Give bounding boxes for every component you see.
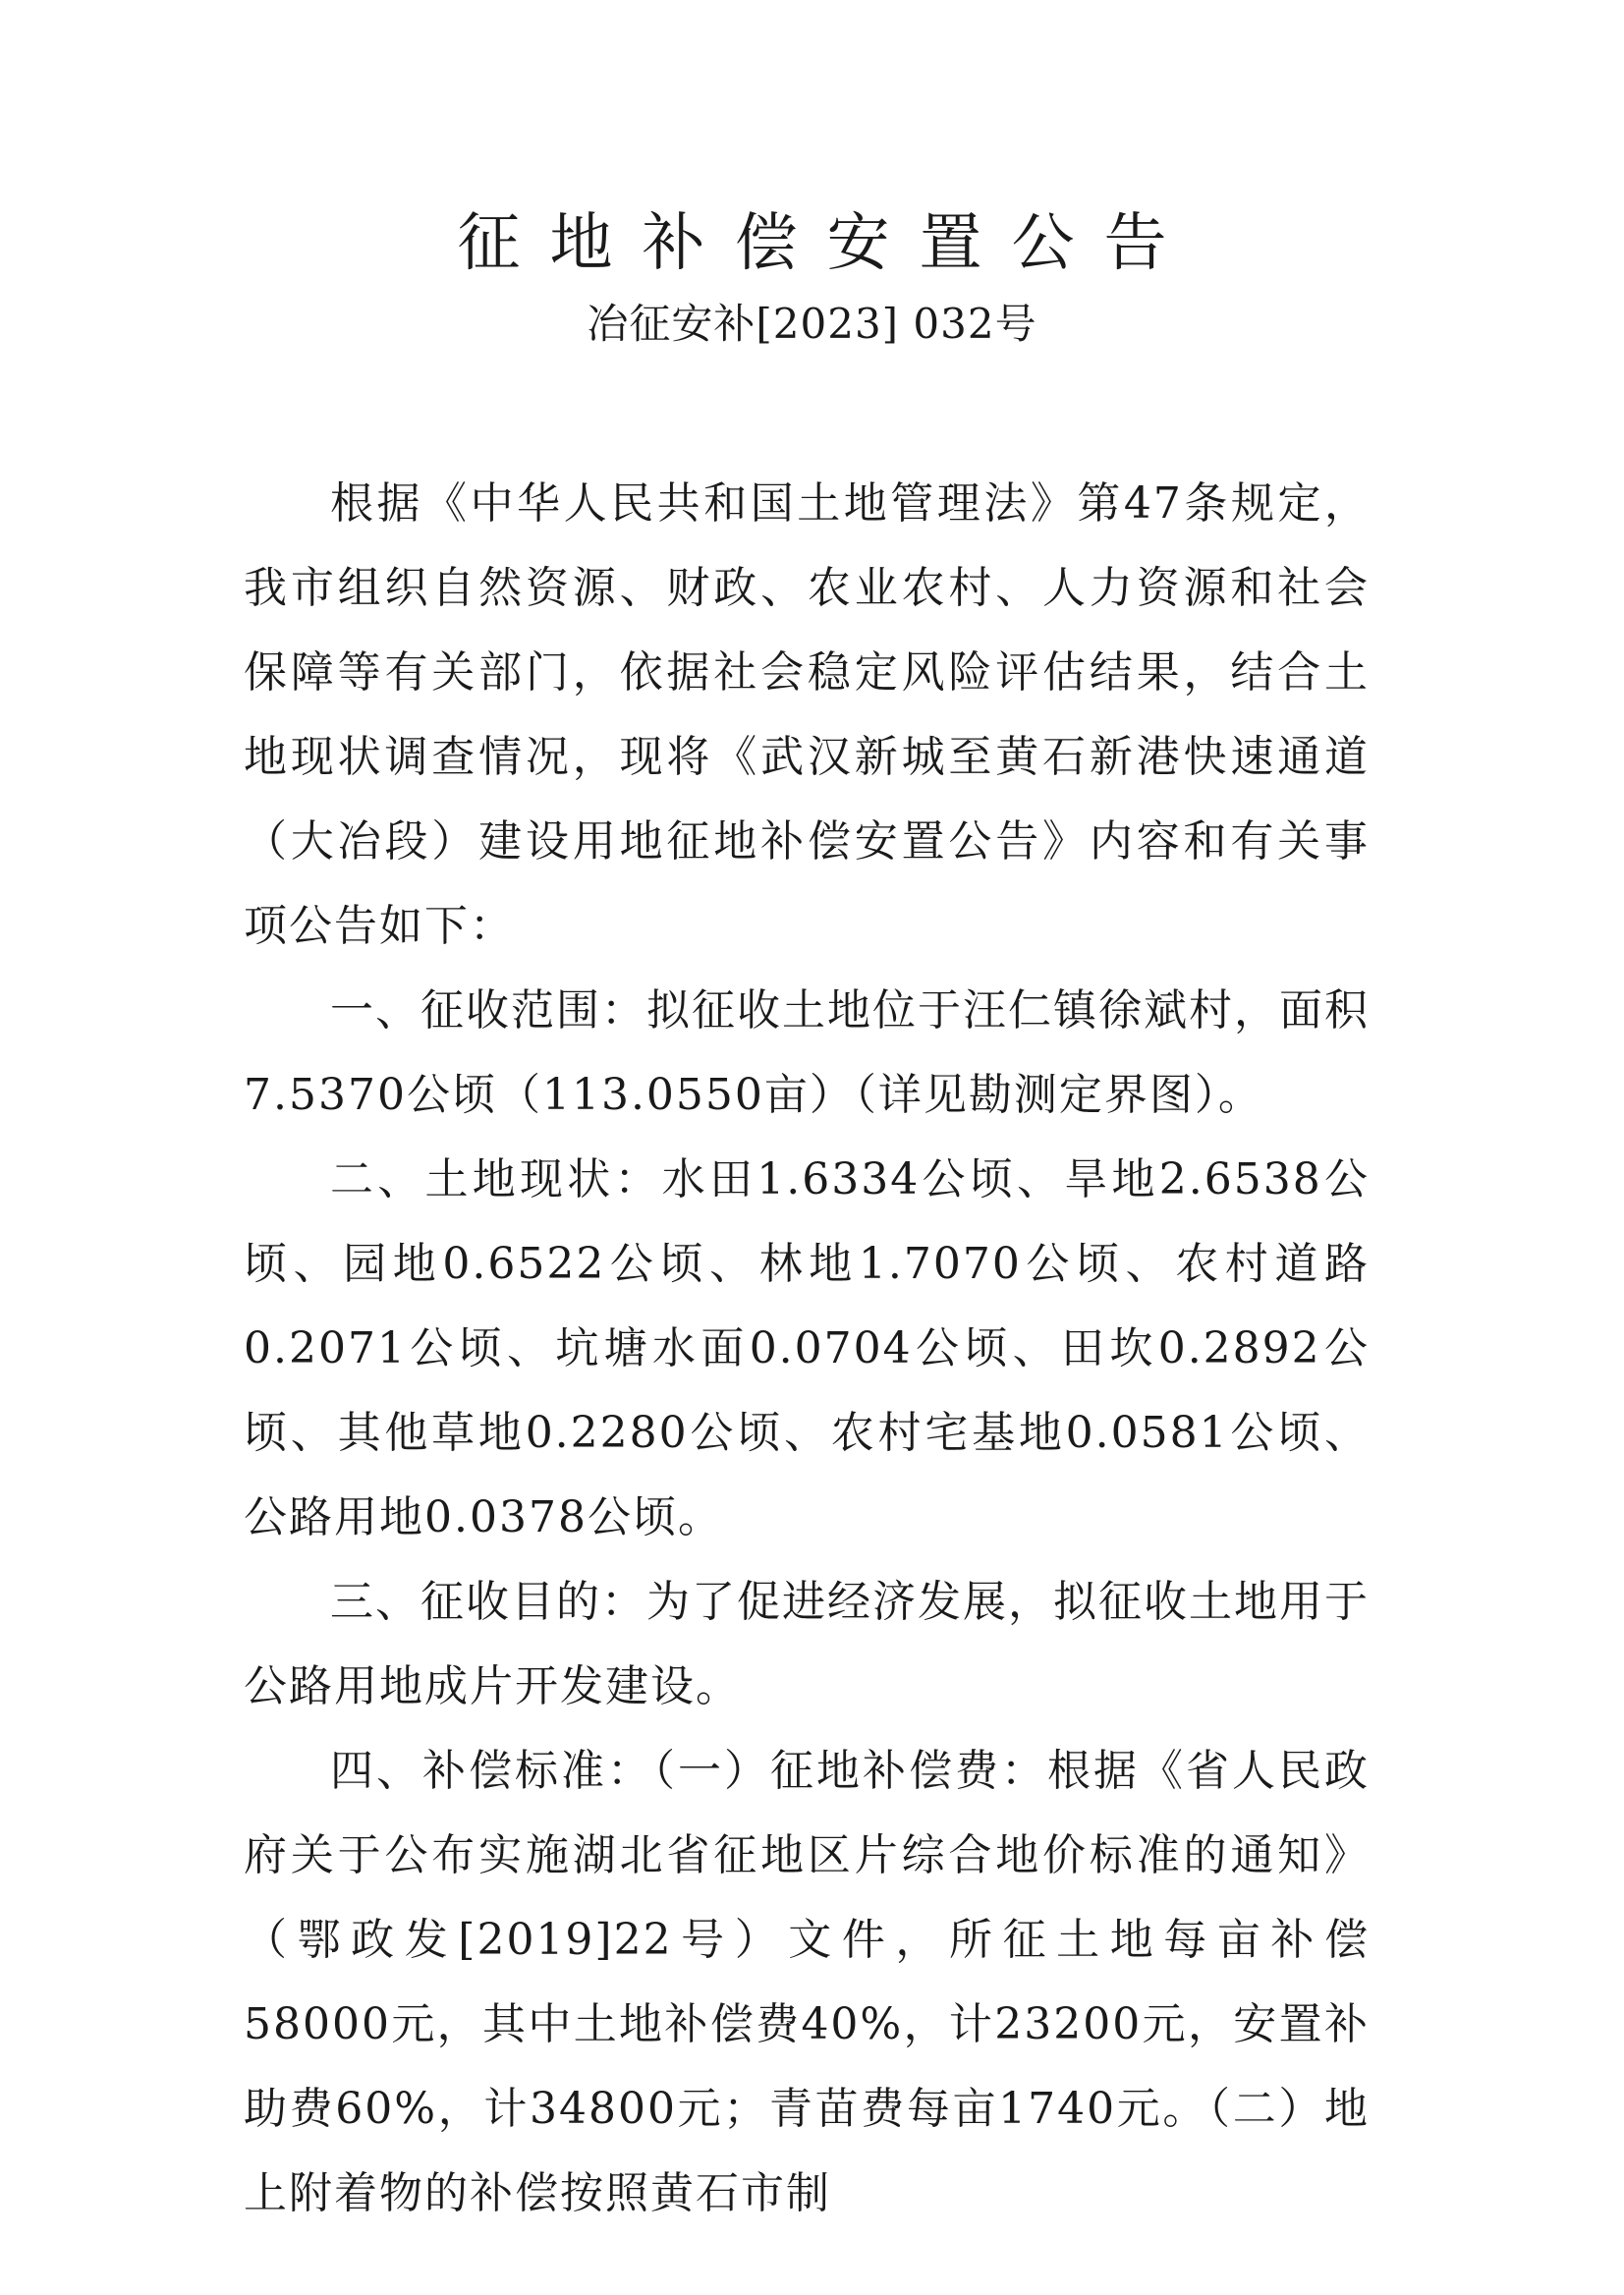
document-number: 冶征安补[2023] 032号 (587, 300, 1037, 348)
document-title: 征地补偿安置公告 (457, 207, 1197, 280)
paragraph-land-status: 二、土地现状：水田1.6334公顷、旱地2.6538公顷、园地0.6522公顷、林地1.7070公顷、农村道路0.2071公顷、坑塘水面0.0704公顷、田坎0.2892公顷、其他草地0.2280公顷、农村宅基地0.0581公顷、公路用地0.0378公顷。 (244, 1154, 1370, 1542)
paragraph-scope: 一、征收范围：拟征收土地位于汪仁镇徐斌村，面积7.5370公顷（113.0550亩）（详见勘测定界图）。 (244, 985, 1370, 1120)
document-body (244, 462, 1370, 2236)
paragraph-compensation: 四、补偿标准：（一）征地补偿费：根据《省人民政府关于公布实施湖北省征地区片综合地价标准的通知》（鄂政发[2019]22号）文件，所征土地每亩补偿58000元，其中土地补偿费40%，计23200元，安置补助费60%，计34800元；青苗费每亩1740元。（二）地上附着物的补偿按照黄石市制 (244, 1746, 1370, 2218)
paragraph-intro: 根据《中华人民共和国土地管理法》第47条规定，我市组织自然资源、财政、农业农村、人力资源和社会保障等有关部门，依据社会稳定风险评估结果，结合土地现状调查情况，现将《武汉新城至黄石新港快速通道（大冶段）建设用地征地补偿安置公告》内容和有关事项公告如下： (244, 478, 1370, 951)
paragraph-purpose: 三、征收目的：为了促进经济发展，拟征收土地用于公路用地成片开发建设。 (244, 1577, 1370, 1711)
